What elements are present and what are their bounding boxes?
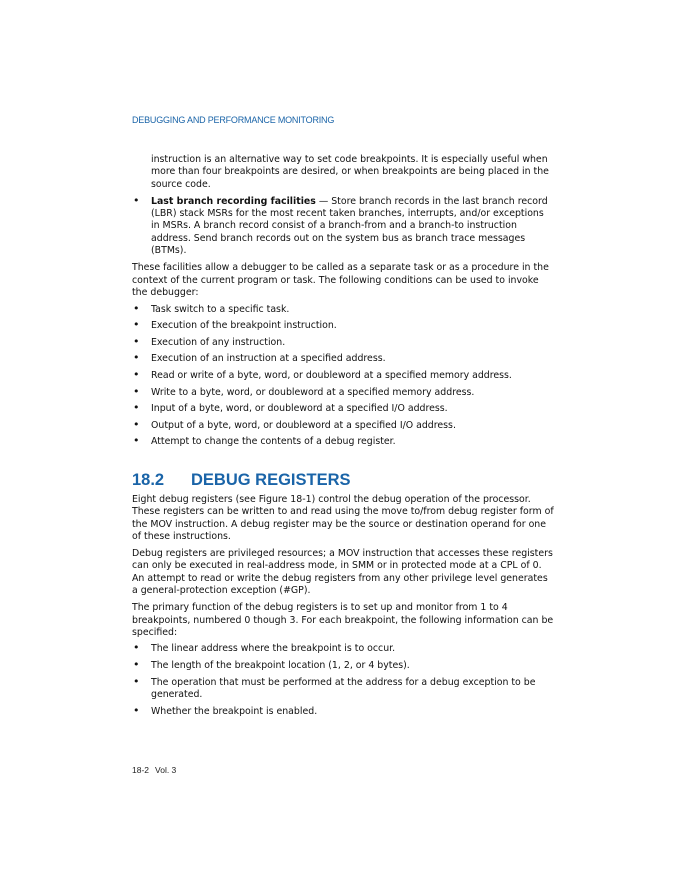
- bullet-icon: •: [133, 318, 140, 332]
- list-item-text: The operation that must be performed at the address for a debug exception to be generated.: [151, 676, 536, 700]
- term: Last branch recording facilities: [151, 195, 316, 207]
- bullet-icon: •: [133, 367, 140, 381]
- list-item-text: The linear address where the breakpoint is to occur.: [151, 643, 396, 655]
- breakpoint-specs-list: [132, 643, 554, 717]
- paragraph: The primary function of the debug registers is to set up and monitor from 1 to 4 breakpoints, numbered 0 though 3. For each breakpoint, the following information can be specified:: [132, 602, 554, 638]
- list-item-text: Read or write of a byte, word, or doubleword at a specified memory address.: [151, 369, 512, 381]
- list-item: [132, 193, 554, 257]
- list-item: [132, 353, 554, 365]
- page-number: 18-2: [132, 765, 150, 775]
- list-item: [132, 643, 554, 655]
- list-item: [132, 367, 554, 382]
- paragraph: Eight debug registers (see Figure 18-1) control the debug operation of the processor. These registers can be written to and read using the move to/from debug register form of the MOV instruction. A debug register may be the source or destination operand for one of these instructions.: [132, 493, 554, 542]
- bullet-icon: •: [133, 384, 140, 398]
- list-item: [132, 417, 554, 432]
- running-head: DEBUGGING AND PERFORMANCE MONITORING: [132, 115, 335, 125]
- bullet-icon: •: [133, 641, 140, 655]
- list-item: [132, 403, 554, 415]
- list-item-text: Execution of an instruction at a specified address.: [151, 353, 386, 365]
- volume: Vol. 3: [155, 765, 177, 775]
- section-number: 18.2: [132, 470, 165, 489]
- conditions-list: [132, 301, 554, 449]
- continued-bullet-text: instruction is an alternative way to set code breakpoints. It is especially useful when more than four breakpoints are desired, or when breakpoints are being placed in the source code.: [151, 154, 549, 190]
- list-item-text: Write to a byte, word, or doubleword at a specified memory address.: [151, 386, 475, 398]
- list-item-text: Output of a byte, word, or doubleword at a specified I/O address.: [151, 419, 456, 431]
- bullet-icon: •: [133, 434, 140, 448]
- term-description: — Store branch records in the last branch record (LBR) stack MSRs for the most recent taken branches, interrupts, and/or exceptions in MSRs. A branch record consist of a branch-from and a branch-to instruction address. Send branch records out on the system bus as branch trace messages (BTMs).: [151, 195, 548, 257]
- section-heading: [132, 470, 554, 489]
- page-footer: [132, 765, 176, 775]
- bullet-icon: •: [133, 301, 140, 315]
- list-item-text: Execution of any instruction.: [151, 336, 286, 348]
- list-item: [132, 703, 554, 718]
- list-item-text: Attempt to change the contents of a debug register.: [151, 436, 396, 448]
- bullet-icon: •: [133, 703, 140, 717]
- page-body: [132, 154, 554, 718]
- bullet-icon: •: [133, 674, 140, 688]
- list-item: [132, 320, 554, 332]
- section-title: DEBUG REGISTERS: [191, 470, 351, 489]
- paragraph: Debug registers are privileged resources; a MOV instruction that accesses these registers can only be executed in real-address mode, in SMM or in protected mode at a CPL of 0. An attempt to read or write the debug registers from any other privilege level generates a general-protection exception (#GP).: [132, 548, 553, 596]
- bullet-icon: •: [133, 401, 140, 415]
- list-item: [132, 301, 554, 316]
- list-item-text: Task switch to a specific task.: [151, 303, 290, 315]
- bullet-icon: •: [133, 417, 140, 431]
- list-item-text: Input of a byte, word, or doubleword at a specified I/O address.: [151, 403, 448, 415]
- bullet-icon: •: [133, 351, 140, 365]
- paragraph: These facilities allow a debugger to be called as a separate task or as a procedure in the context of the current program or task. The following conditions can be used to invoke the debugger:: [132, 262, 549, 298]
- list-item: [132, 334, 554, 349]
- list-item: [132, 660, 554, 672]
- bullet-icon: •: [133, 193, 140, 207]
- list-item: [132, 674, 554, 702]
- list-item: [132, 384, 554, 399]
- list-item-text: Whether the breakpoint is enabled.: [151, 705, 318, 717]
- list-item-text: Execution of the breakpoint instruction.: [151, 320, 337, 332]
- bullet-icon: •: [133, 334, 140, 348]
- bullet-icon: •: [133, 658, 140, 672]
- list-item: [132, 436, 554, 448]
- list-item-text: The length of the breakpoint location (1, 2, or 4 bytes).: [151, 660, 410, 672]
